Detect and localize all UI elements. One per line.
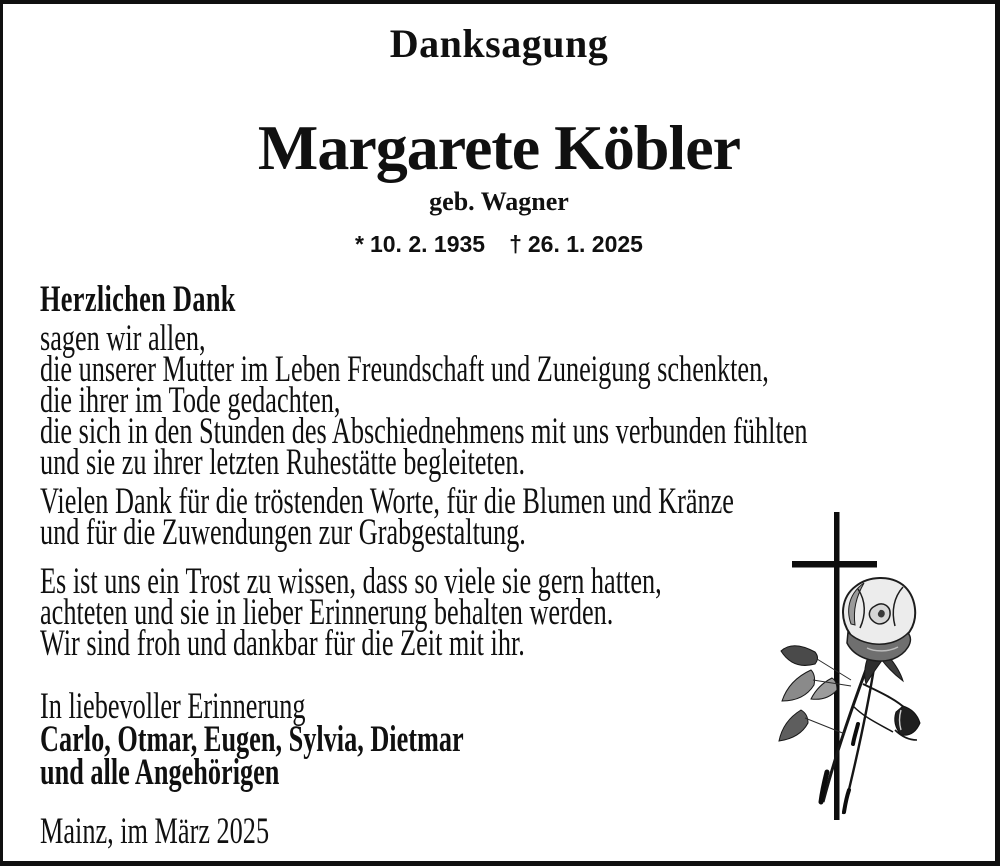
mourners-relatives: und alle Angehörigen (40, 752, 280, 793)
body-line: Wir sind froh und dankbar für die Zeit mit ihr. (40, 623, 525, 664)
closing-intro: In liebevoller Erinnerung (40, 686, 306, 727)
notice-type-title: Danksagung (389, 21, 609, 66)
body-line: die unserer Mutter im Leben Freundschaft und Zuneigung schenkten, (40, 349, 769, 390)
thanks-paragraph (40, 318, 906, 483)
rose-icon (779, 578, 920, 814)
body-line: Vielen Dank für die tröstenden Worte, für die Blumen und Kränze (40, 481, 734, 522)
salutation-heading: Herzlichen Dank (40, 279, 236, 320)
body-line: sagen wir allen, (40, 318, 206, 359)
mourners-names: Carlo, Otmar, Eugen, Sylvia, Dietmar (40, 719, 464, 760)
death-cross-symbol: † (509, 231, 522, 257)
maiden-name: geb. Wagner (429, 187, 569, 216)
cross-with-rose-illustration (755, 494, 1000, 839)
body-line: die sich in den Stunden des Abschiednehmens mit uns verbunden fühlten (40, 411, 808, 452)
body-line: und sie zu ihrer letzten Ruhestätte begleiteten. (40, 442, 526, 483)
deceased-name: Margarete Köbler (257, 112, 741, 183)
birth-date: 10. 2. 1935 (369, 231, 486, 257)
death-date: 26. 1. 2025 (527, 231, 643, 257)
body-line: achteten und sie in lieber Erinnerung behalten werden. (40, 592, 614, 633)
cross-icon (792, 512, 877, 820)
body-line: die ihrer im Tode gedachten, (40, 380, 341, 421)
body-line: und für die Zuwendungen zur Grabgestaltung. (40, 512, 526, 553)
life-dates (3, 230, 995, 258)
birth-star-symbol: * (355, 231, 364, 257)
body-line: Es ist uns ein Trost zu wissen, dass so viele sie gern hatten, (40, 561, 662, 602)
place-date-line: Mainz, im März 2025 (40, 811, 270, 852)
